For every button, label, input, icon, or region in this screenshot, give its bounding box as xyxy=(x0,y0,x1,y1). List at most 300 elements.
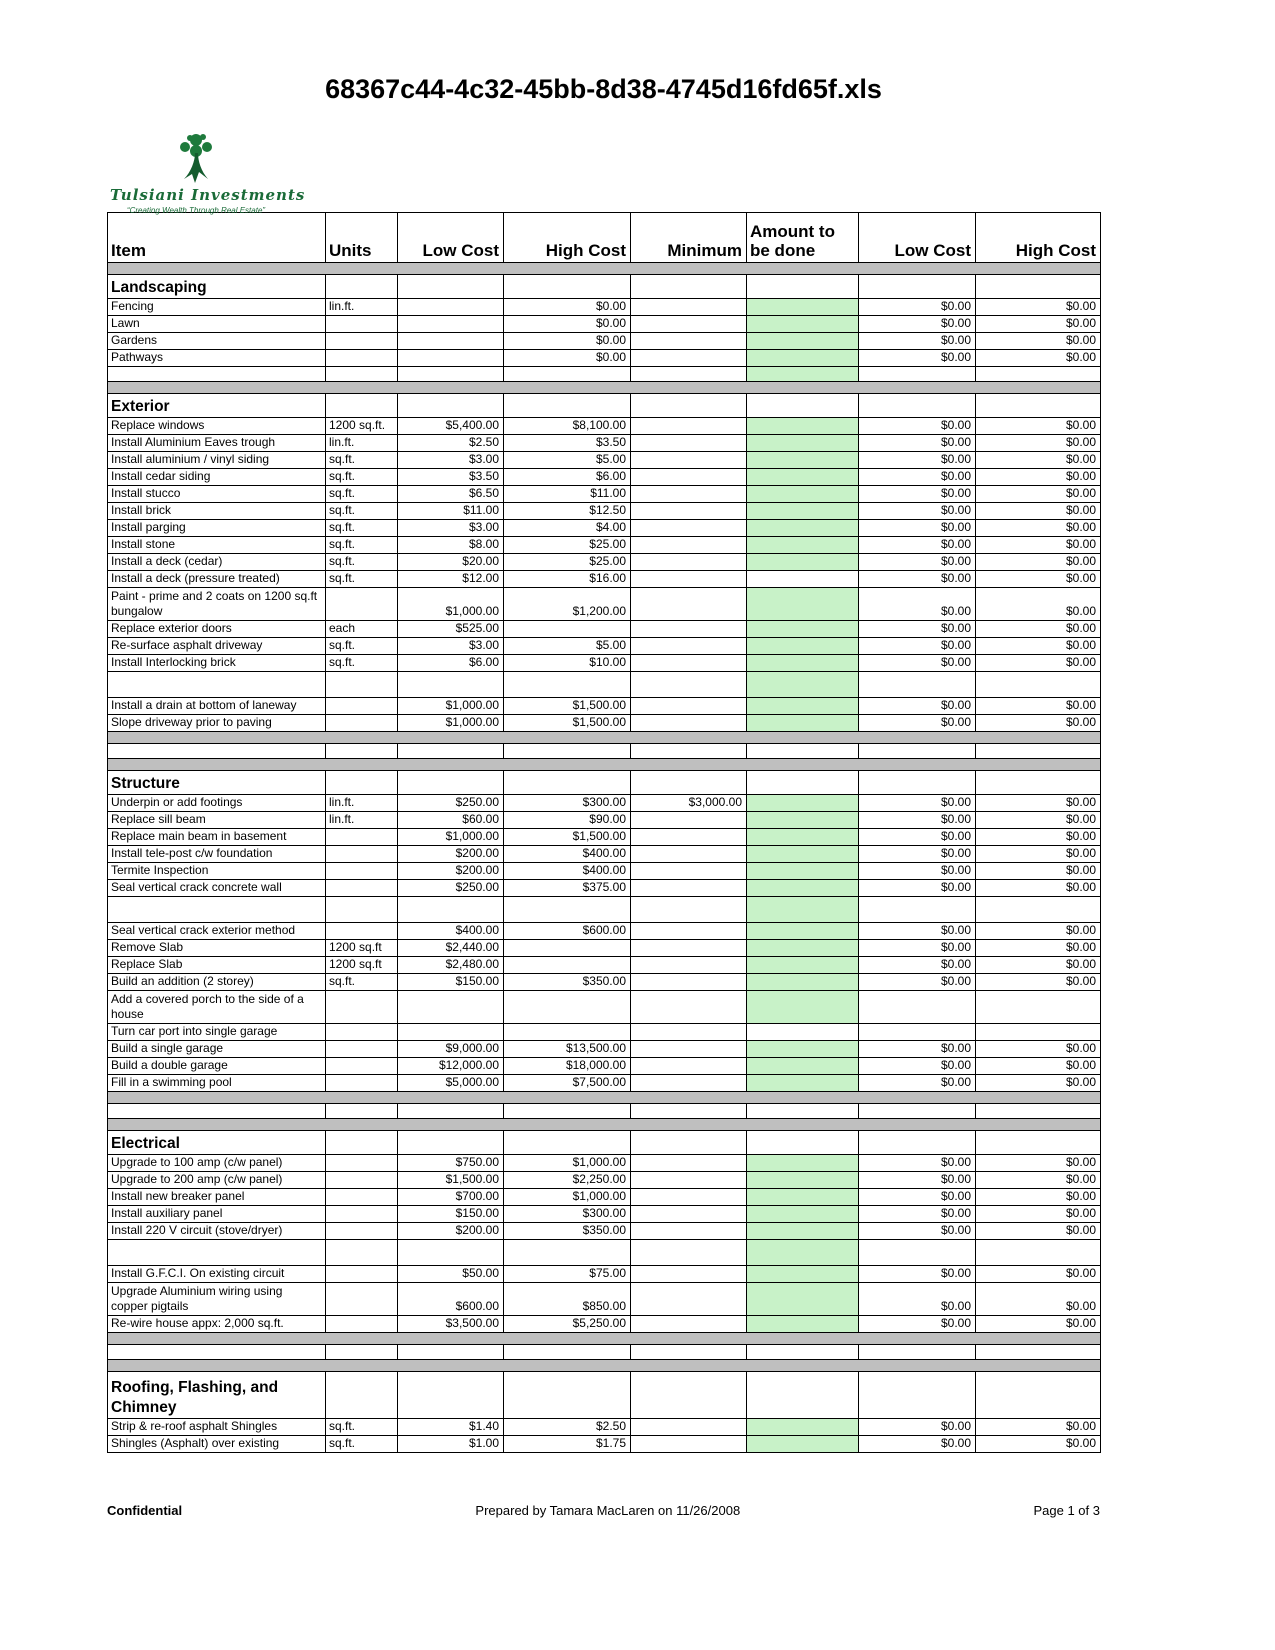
col-header-units: Units xyxy=(326,213,398,263)
cell-low xyxy=(398,991,504,1024)
cell-item: Upgrade to 200 amp (c/w panel) xyxy=(108,1172,326,1189)
cell-min xyxy=(631,744,747,759)
cell-low: $3,500.00 xyxy=(398,1316,504,1333)
cell-units: 1200 sq.ft. xyxy=(326,418,398,435)
divider-row xyxy=(108,1333,1101,1345)
cell-low: $2.50 xyxy=(398,435,504,452)
cell-min xyxy=(631,1436,747,1453)
cell-high: $0.00 xyxy=(504,350,631,367)
table-row xyxy=(108,588,1101,621)
cell-high2: $0.00 xyxy=(976,1155,1101,1172)
cell-high2: $0.00 xyxy=(976,469,1101,486)
cell-low xyxy=(398,350,504,367)
cell-high: $400.00 xyxy=(504,863,631,880)
table-row xyxy=(108,1283,1101,1316)
cell-high xyxy=(504,1345,631,1360)
cell-low: $3.50 xyxy=(398,469,504,486)
cell-units xyxy=(326,672,398,698)
cell-amount-to-be-done xyxy=(747,1155,859,1172)
section-title: Exterior xyxy=(108,394,326,418)
cell-item: Turn car port into single garage xyxy=(108,1024,326,1041)
cell-low xyxy=(398,316,504,333)
cell-high: $1,000.00 xyxy=(504,1155,631,1172)
cell-min xyxy=(631,394,747,418)
cell-high2 xyxy=(976,991,1101,1024)
cell-amount-to-be-done xyxy=(747,1240,859,1266)
cell-amount-to-be-done xyxy=(747,1058,859,1075)
table-row xyxy=(108,571,1101,588)
cell-units xyxy=(326,1024,398,1041)
cell-min xyxy=(631,957,747,974)
cell-amount-to-be-done xyxy=(747,897,859,923)
cell-high2: $0.00 xyxy=(976,418,1101,435)
cell-min xyxy=(631,333,747,350)
cell-amount-to-be-done xyxy=(747,1372,859,1419)
cell-high: $3.50 xyxy=(504,435,631,452)
col-header-high-cost: High Cost xyxy=(504,213,631,263)
cell-high2: $0.00 xyxy=(976,588,1101,621)
header-row xyxy=(108,213,1101,263)
cell-min xyxy=(631,1283,747,1316)
cell-amount-to-be-done xyxy=(747,1283,859,1316)
cell-high xyxy=(504,367,631,382)
cell-high: $4.00 xyxy=(504,520,631,537)
cell-item: Install a deck (cedar) xyxy=(108,554,326,571)
cell-amount-to-be-done xyxy=(747,333,859,350)
cell-units xyxy=(326,1372,398,1419)
cell-high2: $0.00 xyxy=(976,537,1101,554)
cell-low2: $0.00 xyxy=(859,1155,976,1172)
cell-low: $6.50 xyxy=(398,486,504,503)
divider-cell xyxy=(108,759,1101,771)
cell-low: $200.00 xyxy=(398,1223,504,1240)
cell-low2: $0.00 xyxy=(859,469,976,486)
cell-min xyxy=(631,897,747,923)
cell-high2: $0.00 xyxy=(976,795,1101,812)
cell-low2: $0.00 xyxy=(859,1316,976,1333)
cell-units: sq.ft. xyxy=(326,1436,398,1453)
cell-amount-to-be-done xyxy=(747,672,859,698)
cell-item: Install a deck (pressure treated) xyxy=(108,571,326,588)
cell-item: Fill in a swimming pool xyxy=(108,1075,326,1092)
cell-low2: $0.00 xyxy=(859,418,976,435)
cell-high2 xyxy=(976,1024,1101,1041)
cell-item xyxy=(108,672,326,698)
cell-amount-to-be-done xyxy=(747,275,859,299)
cell-item: Re-surface asphalt driveway xyxy=(108,638,326,655)
spacer-row xyxy=(108,897,1101,923)
cell-item: Paint - prime and 2 coats on 1200 sq.ft bungalow xyxy=(108,588,326,621)
section-row xyxy=(108,394,1101,418)
cell-units: each xyxy=(326,621,398,638)
cell-high: $400.00 xyxy=(504,846,631,863)
cell-high: $0.00 xyxy=(504,299,631,316)
cell-high2: $0.00 xyxy=(976,1283,1101,1316)
cell-units xyxy=(326,394,398,418)
cell-low: $11.00 xyxy=(398,503,504,520)
table-row xyxy=(108,1419,1101,1436)
cell-high2 xyxy=(976,1131,1101,1155)
cell-low: $20.00 xyxy=(398,554,504,571)
cell-item: Add a covered porch to the side of a house xyxy=(108,991,326,1024)
divider-cell xyxy=(108,1360,1101,1372)
cell-amount-to-be-done xyxy=(747,829,859,846)
cell-low2: $0.00 xyxy=(859,715,976,732)
cell-high2: $0.00 xyxy=(976,1419,1101,1436)
cell-item: Termite Inspection xyxy=(108,863,326,880)
cell-min xyxy=(631,1419,747,1436)
cell-high2: $0.00 xyxy=(976,698,1101,715)
cell-min xyxy=(631,275,747,299)
cell-low2: $0.00 xyxy=(859,588,976,621)
cell-high xyxy=(504,672,631,698)
divider-row xyxy=(108,1092,1101,1104)
cell-min xyxy=(631,367,747,382)
cell-low2: $0.00 xyxy=(859,486,976,503)
cell-low2: $0.00 xyxy=(859,1172,976,1189)
cell-min xyxy=(631,1155,747,1172)
table-row xyxy=(108,1189,1101,1206)
cell-low xyxy=(398,275,504,299)
cell-units xyxy=(326,588,398,621)
cell-low xyxy=(398,1104,504,1119)
cell-high xyxy=(504,744,631,759)
cell-amount-to-be-done xyxy=(747,367,859,382)
cell-high2: $0.00 xyxy=(976,435,1101,452)
cell-low xyxy=(398,1240,504,1266)
cell-item: Upgrade to 100 amp (c/w panel) xyxy=(108,1155,326,1172)
cell-min xyxy=(631,418,747,435)
cell-item xyxy=(108,367,326,382)
cell-min xyxy=(631,1024,747,1041)
cell-low2 xyxy=(859,1240,976,1266)
cell-high2: $0.00 xyxy=(976,1206,1101,1223)
cell-high xyxy=(504,940,631,957)
cell-amount-to-be-done xyxy=(747,537,859,554)
cell-amount-to-be-done xyxy=(747,520,859,537)
cell-low: $8.00 xyxy=(398,537,504,554)
cell-high2 xyxy=(976,394,1101,418)
cell-low xyxy=(398,672,504,698)
cell-amount-to-be-done xyxy=(747,503,859,520)
table-row xyxy=(108,991,1101,1024)
cell-low2: $0.00 xyxy=(859,1223,976,1240)
table-row xyxy=(108,829,1101,846)
table-row xyxy=(108,846,1101,863)
document-title: 68367c44-4c32-45bb-8d38-4745d16fd65f.xls xyxy=(325,74,882,104)
section-row xyxy=(108,1131,1101,1155)
cell-high2 xyxy=(976,672,1101,698)
divider-cell xyxy=(108,732,1101,744)
cell-amount-to-be-done xyxy=(747,698,859,715)
cell-item xyxy=(108,1240,326,1266)
cell-high xyxy=(504,771,631,795)
cell-min xyxy=(631,974,747,991)
divider-row xyxy=(108,1360,1101,1372)
cell-high: $12.50 xyxy=(504,503,631,520)
cell-high2: $0.00 xyxy=(976,1075,1101,1092)
cell-low2: $0.00 xyxy=(859,537,976,554)
cell-high2: $0.00 xyxy=(976,655,1101,672)
cell-high: $300.00 xyxy=(504,795,631,812)
cell-units: lin.ft. xyxy=(326,812,398,829)
cell-units xyxy=(326,1189,398,1206)
cell-amount-to-be-done xyxy=(747,1104,859,1119)
cell-high: $5.00 xyxy=(504,452,631,469)
cell-amount-to-be-done xyxy=(747,621,859,638)
cell-high2 xyxy=(976,1104,1101,1119)
cell-high: $10.00 xyxy=(504,655,631,672)
cell-high: $5,250.00 xyxy=(504,1316,631,1333)
table-row xyxy=(108,333,1101,350)
cell-min xyxy=(631,771,747,795)
cell-high: $90.00 xyxy=(504,812,631,829)
cell-low2 xyxy=(859,1024,976,1041)
cell-high xyxy=(504,394,631,418)
cell-units: 1200 sq.ft xyxy=(326,957,398,974)
cell-item xyxy=(108,897,326,923)
cell-min xyxy=(631,1075,747,1092)
cell-low2: $0.00 xyxy=(859,1436,976,1453)
divider-cell xyxy=(108,1333,1101,1345)
cell-low: $600.00 xyxy=(398,1283,504,1316)
table-row xyxy=(108,316,1101,333)
cell-item: Replace Slab xyxy=(108,957,326,974)
cell-low: $1,500.00 xyxy=(398,1172,504,1189)
cell-low xyxy=(398,367,504,382)
cell-item: Install stone xyxy=(108,537,326,554)
table-row xyxy=(108,880,1101,897)
cell-high2: $0.00 xyxy=(976,1189,1101,1206)
cell-low2: $0.00 xyxy=(859,299,976,316)
cell-min xyxy=(631,1223,747,1240)
table-row xyxy=(108,1058,1101,1075)
cell-units xyxy=(326,771,398,795)
cell-item: Install G.F.C.I. On existing circuit xyxy=(108,1266,326,1283)
cell-item: Replace exterior doors xyxy=(108,621,326,638)
cell-amount-to-be-done xyxy=(747,1075,859,1092)
cell-high: $350.00 xyxy=(504,974,631,991)
cell-min xyxy=(631,316,747,333)
table-row xyxy=(108,638,1101,655)
cell-low: $12,000.00 xyxy=(398,1058,504,1075)
cell-low xyxy=(398,744,504,759)
table-row xyxy=(108,1172,1101,1189)
cell-high2: $0.00 xyxy=(976,812,1101,829)
cell-high xyxy=(504,991,631,1024)
cell-high: $2.50 xyxy=(504,1419,631,1436)
footer-prepared-by: Prepared by Tamara MacLaren on 11/26/2008 xyxy=(475,1503,741,1518)
cell-item xyxy=(108,1345,326,1360)
cell-high2: $0.00 xyxy=(976,957,1101,974)
cell-low: $3.00 xyxy=(398,638,504,655)
cell-high2: $0.00 xyxy=(976,1172,1101,1189)
cell-high: $1,200.00 xyxy=(504,588,631,621)
cell-item: Install aluminium / vinyl siding xyxy=(108,452,326,469)
cell-amount-to-be-done xyxy=(747,1131,859,1155)
cell-units: sq.ft. xyxy=(326,974,398,991)
cell-min xyxy=(631,1316,747,1333)
table-row xyxy=(108,1316,1101,1333)
cell-units xyxy=(326,715,398,732)
table-row xyxy=(108,299,1101,316)
cell-low2 xyxy=(859,1131,976,1155)
cell-amount-to-be-done xyxy=(747,1419,859,1436)
cell-min xyxy=(631,1131,747,1155)
cell-min xyxy=(631,520,747,537)
cell-units: lin.ft. xyxy=(326,795,398,812)
section-title: Structure xyxy=(108,771,326,795)
cell-item: Install a drain at bottom of laneway xyxy=(108,698,326,715)
cell-high: $375.00 xyxy=(504,880,631,897)
cell-high xyxy=(504,897,631,923)
cell-high2: $0.00 xyxy=(976,350,1101,367)
cell-low: $1,000.00 xyxy=(398,829,504,846)
cell-min xyxy=(631,537,747,554)
cell-low: $60.00 xyxy=(398,812,504,829)
cell-high: $1,000.00 xyxy=(504,1189,631,1206)
cell-item: Install 220 V circuit (stove/dryer) xyxy=(108,1223,326,1240)
cell-low2: $0.00 xyxy=(859,554,976,571)
cell-units xyxy=(326,923,398,940)
cell-item: Remove Slab xyxy=(108,940,326,957)
table-row xyxy=(108,350,1101,367)
cell-high2 xyxy=(976,367,1101,382)
cell-low2: $0.00 xyxy=(859,1206,976,1223)
cell-low2 xyxy=(859,672,976,698)
cell-low2: $0.00 xyxy=(859,503,976,520)
cell-high2 xyxy=(976,1372,1101,1419)
cell-amount-to-be-done xyxy=(747,418,859,435)
cell-low2: $0.00 xyxy=(859,1058,976,1075)
cell-units: lin.ft. xyxy=(326,435,398,452)
cell-min xyxy=(631,638,747,655)
cell-amount-to-be-done xyxy=(747,1436,859,1453)
table-row xyxy=(108,452,1101,469)
cell-units xyxy=(326,698,398,715)
cell-high2: $0.00 xyxy=(976,846,1101,863)
cell-low2: $0.00 xyxy=(859,316,976,333)
cell-high: $1,500.00 xyxy=(504,715,631,732)
cell-item: Slope driveway prior to paving xyxy=(108,715,326,732)
cell-high2 xyxy=(976,1345,1101,1360)
cell-units xyxy=(326,863,398,880)
cell-high xyxy=(504,275,631,299)
cell-min xyxy=(631,350,747,367)
spacer-row xyxy=(108,367,1101,382)
cell-low2: $0.00 xyxy=(859,1189,976,1206)
cell-high xyxy=(504,1024,631,1041)
cell-item: Upgrade Aluminium wiring using copper pigtails xyxy=(108,1283,326,1316)
cell-low: $5,400.00 xyxy=(398,418,504,435)
col-header-low-cost: Low Cost xyxy=(398,213,504,263)
cell-low2: $0.00 xyxy=(859,350,976,367)
cell-low xyxy=(398,1345,504,1360)
cell-amount-to-be-done xyxy=(747,923,859,940)
cell-amount-to-be-done xyxy=(747,940,859,957)
cell-amount-to-be-done xyxy=(747,394,859,418)
footer-page-number: Page 1 of 3 xyxy=(1033,1503,1100,1518)
cell-low: $150.00 xyxy=(398,1206,504,1223)
cell-high: $16.00 xyxy=(504,571,631,588)
cell-high2: $0.00 xyxy=(976,1316,1101,1333)
cell-item: Replace windows xyxy=(108,418,326,435)
cell-high2: $0.00 xyxy=(976,1058,1101,1075)
cell-units xyxy=(326,1104,398,1119)
cell-high: $11.00 xyxy=(504,486,631,503)
cell-min xyxy=(631,1104,747,1119)
cell-low2: $0.00 xyxy=(859,829,976,846)
cell-min xyxy=(631,846,747,863)
table-row xyxy=(108,940,1101,957)
table-row xyxy=(108,435,1101,452)
cell-low2 xyxy=(859,1104,976,1119)
cell-min xyxy=(631,1172,747,1189)
table-row xyxy=(108,621,1101,638)
cell-high2: $0.00 xyxy=(976,880,1101,897)
cell-high xyxy=(504,1131,631,1155)
cell-item: Build a single garage xyxy=(108,1041,326,1058)
cell-units: sq.ft. xyxy=(326,655,398,672)
cell-high xyxy=(504,621,631,638)
cell-high: $25.00 xyxy=(504,537,631,554)
cell-min xyxy=(631,1206,747,1223)
cell-low xyxy=(398,1372,504,1419)
cell-min xyxy=(631,1189,747,1206)
cell-low: $200.00 xyxy=(398,863,504,880)
cell-low: $1.00 xyxy=(398,1436,504,1453)
table-row xyxy=(108,863,1101,880)
table-row xyxy=(108,715,1101,732)
cell-low2 xyxy=(859,1372,976,1419)
cell-low2 xyxy=(859,744,976,759)
cell-high: $300.00 xyxy=(504,1206,631,1223)
cell-low: $6.00 xyxy=(398,655,504,672)
cell-item: Install Aluminium Eaves trough xyxy=(108,435,326,452)
cell-units xyxy=(326,333,398,350)
cell-low xyxy=(398,299,504,316)
cell-units xyxy=(326,1058,398,1075)
cell-units: sq.ft. xyxy=(326,520,398,537)
cell-min xyxy=(631,503,747,520)
cell-min xyxy=(631,1372,747,1419)
table-row xyxy=(108,554,1101,571)
cell-units xyxy=(326,897,398,923)
cell-min: $3,000.00 xyxy=(631,795,747,812)
table-row xyxy=(108,698,1101,715)
cell-high: $18,000.00 xyxy=(504,1058,631,1075)
cell-amount-to-be-done xyxy=(747,974,859,991)
cell-min xyxy=(631,1240,747,1266)
cell-low2: $0.00 xyxy=(859,1041,976,1058)
cell-amount-to-be-done xyxy=(747,655,859,672)
cell-min xyxy=(631,452,747,469)
cell-item xyxy=(108,1104,326,1119)
cell-amount-to-be-done xyxy=(747,771,859,795)
cell-high2: $0.00 xyxy=(976,829,1101,846)
cell-units xyxy=(326,1206,398,1223)
cell-low2: $0.00 xyxy=(859,863,976,880)
cell-high2: $0.00 xyxy=(976,452,1101,469)
cell-low2: $0.00 xyxy=(859,1075,976,1092)
cell-amount-to-be-done xyxy=(747,350,859,367)
cell-amount-to-be-done xyxy=(747,571,859,588)
cell-item: Lawn xyxy=(108,316,326,333)
cell-units: sq.ft. xyxy=(326,1419,398,1436)
cell-low2: $0.00 xyxy=(859,812,976,829)
cell-high2: $0.00 xyxy=(976,1223,1101,1240)
footer-confidential: Confidential xyxy=(107,1503,183,1518)
